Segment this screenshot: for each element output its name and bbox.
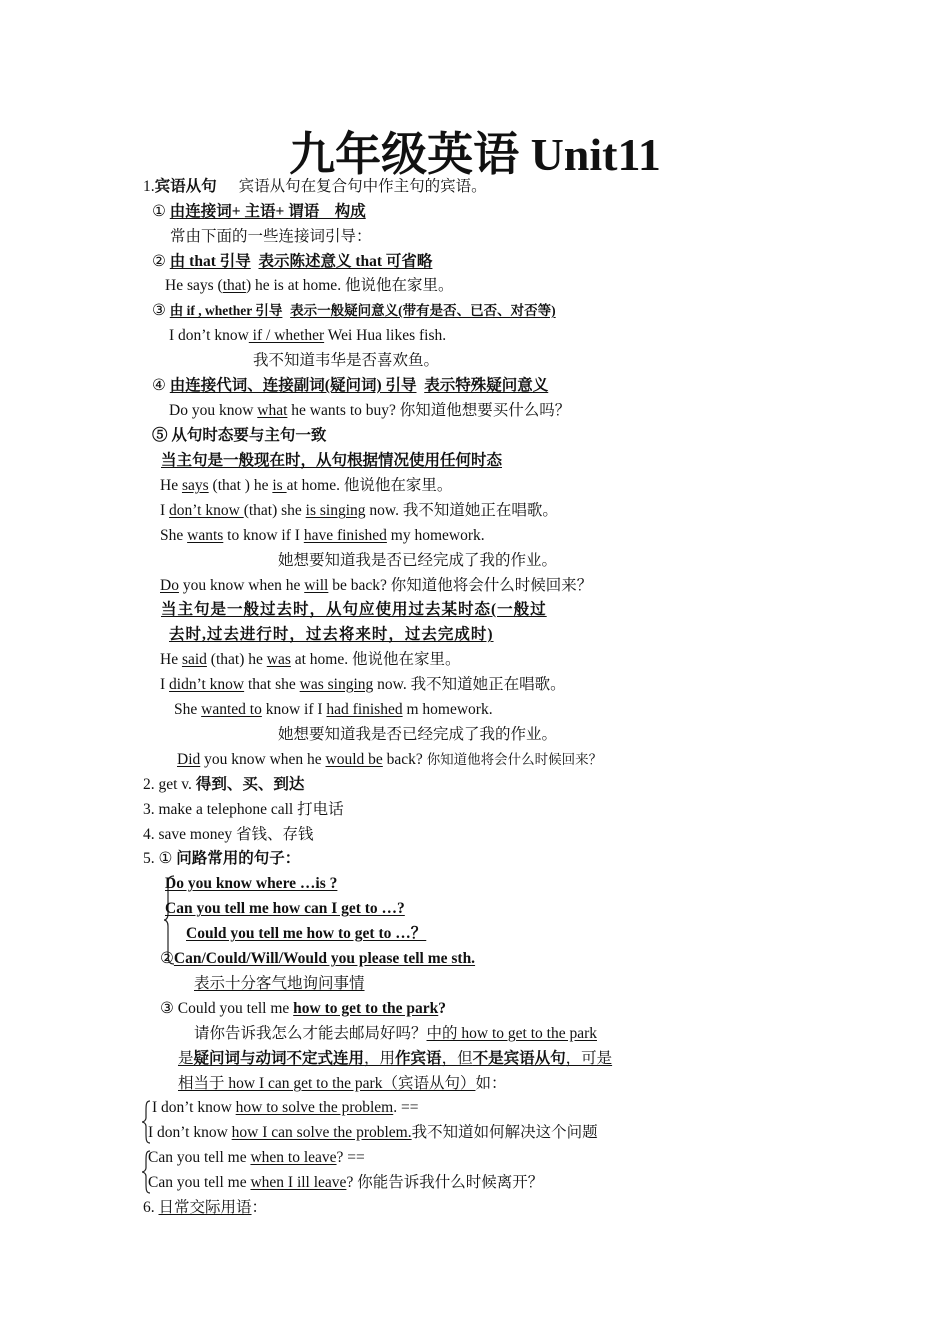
- example-text: at home. 他说他在家里。: [290, 651, 461, 668]
- example-text: . ==: [393, 1099, 419, 1116]
- section-5-heading: [143, 849, 300, 869]
- example-text: Do you know: [169, 402, 258, 419]
- explanation-line: [194, 1024, 597, 1044]
- point-marker: ①: [152, 203, 166, 220]
- explanation-text: ，用: [364, 1050, 396, 1067]
- point-4: [152, 376, 548, 396]
- example-highlight: wants: [187, 527, 224, 544]
- explanation-text: ，可是: [565, 1050, 613, 1067]
- example-text: I don’t know: [148, 1124, 232, 1141]
- example-text: ③ Could you tell me: [160, 1000, 294, 1017]
- example-line: [169, 401, 570, 421]
- example-highlight: when I ill leave: [250, 1174, 347, 1191]
- example-highlight: was singing: [299, 676, 374, 693]
- example-text: He: [160, 651, 182, 668]
- example-line: [148, 1123, 598, 1143]
- tense-rule-2: 当主句是一般过去时，从句应使用过去某时态(一般过: [161, 601, 547, 618]
- section-text: 6.: [143, 1199, 159, 1216]
- example-text: that she: [244, 676, 300, 693]
- example-text: I: [160, 502, 170, 519]
- example-highlight: don’t know: [169, 502, 244, 519]
- point-1: [152, 202, 366, 222]
- example-text: ?: [438, 1000, 446, 1017]
- tense-rule-2-cont: 去时,过去进行时，过去将来时，过去完成时): [169, 626, 494, 643]
- example-text: you know when he: [200, 751, 326, 768]
- example-line: [148, 1173, 543, 1193]
- section-6: [143, 1198, 267, 1218]
- section-description: 宾语从句在复合句中作主句的宾语。: [238, 178, 487, 195]
- section-text: 5. ①: [143, 850, 177, 867]
- example-text: She: [174, 701, 202, 718]
- explanation-text: 如：: [475, 1075, 507, 1092]
- example-highlight: is: [272, 477, 287, 494]
- example-highlight: if / whether: [248, 327, 325, 344]
- point-marker: ②: [160, 950, 174, 967]
- example-highlight: how I can solve the problem.: [231, 1124, 412, 1141]
- section-heading: 宾语从句: [154, 178, 217, 195]
- point-text: 表示陈述意义 that 可省略: [258, 253, 433, 270]
- point-1-note: 常由下面的一些连接词引导：: [170, 228, 372, 245]
- question-note: 表示十分客气地询问事情: [194, 975, 365, 992]
- question-text: Can/Could/Will/Would you please tell me sth.: [173, 950, 476, 967]
- point-text: 由连接代词、连接副词(疑问词) 引导: [169, 377, 417, 394]
- example-text: ? ==: [336, 1149, 365, 1166]
- section-text: ：: [251, 1199, 268, 1216]
- example-text: He says (: [165, 277, 223, 294]
- example-highlight: Do: [160, 577, 179, 594]
- point-marker: ③: [152, 302, 166, 319]
- section-meaning: 得到、买、到达: [195, 776, 305, 793]
- example-text: you know when he: [178, 577, 305, 594]
- example-text: back?: [382, 751, 427, 768]
- section-heading: 日常交际用语: [158, 1199, 252, 1216]
- example-text: He: [160, 477, 182, 494]
- explanation-line: [178, 1074, 506, 1094]
- point-2: [152, 252, 432, 272]
- example-line: [174, 700, 493, 720]
- section-3: 3. make a telephone call 打电话: [143, 801, 344, 818]
- explanation-highlight: 疑问词与动词不定式连用: [193, 1050, 365, 1067]
- example-highlight: what: [257, 402, 288, 419]
- explanation-highlight: 相当于 how I can get to the park（宾语从句）: [178, 1075, 476, 1092]
- example-text: I: [160, 676, 170, 693]
- example-text: (that) she: [243, 502, 306, 519]
- example-text: to know if I: [223, 527, 304, 544]
- point-5: ⑤ 从句时态要与主句一致: [152, 427, 327, 444]
- point-text: 表示特殊疑问意义: [424, 377, 549, 394]
- example-line: [160, 675, 566, 695]
- explanation-text: 是: [178, 1050, 194, 1067]
- example-text: (that ) he: [208, 477, 273, 494]
- example-text: 我不知道如何解决这个问题: [411, 1124, 598, 1141]
- example-text: She: [160, 527, 188, 544]
- example-highlight: will: [304, 577, 329, 594]
- example-text: I don’t know: [169, 327, 249, 344]
- example-translation: 她想要知道我是否已经完成了我的作业。: [278, 726, 558, 743]
- section-text: 2. get v.: [143, 776, 196, 793]
- example-text: be back? 你知道他将会什么时候回来？: [328, 577, 593, 594]
- example-highlight: when to leave: [250, 1149, 337, 1166]
- example-text: know if I: [261, 701, 327, 718]
- example-line: [160, 576, 592, 596]
- example-highlight: that: [222, 277, 246, 294]
- example-text: now. 我不知道她正在唱歌。: [365, 502, 558, 519]
- point-marker: ④: [152, 377, 166, 394]
- explanation-text: 请你告诉我怎么才能去邮局好吗？: [194, 1025, 427, 1042]
- example-text: (that) he: [206, 651, 267, 668]
- explanation-highlight: 作宾语: [395, 1050, 442, 1067]
- example-line: [152, 1098, 418, 1118]
- example-text: at home. 他说他在家里。: [286, 477, 453, 494]
- example-text: Wei Hua likes fish.: [324, 327, 447, 344]
- example-line: [148, 1148, 365, 1168]
- example-text: I don’t know: [152, 1099, 236, 1116]
- explanation-text: ，但: [441, 1050, 473, 1067]
- direction-question-2: Can you tell me how can I get to …?: [165, 900, 405, 917]
- example-text: Can you tell me: [148, 1174, 251, 1191]
- example-highlight: says: [181, 477, 209, 494]
- example-highlight: said: [181, 651, 207, 668]
- example-line: [165, 276, 453, 296]
- example-highlight: would be: [325, 751, 383, 768]
- example-line: [169, 326, 446, 346]
- section-heading: 问路常用的句子：: [176, 850, 301, 867]
- section-1-heading: [143, 177, 487, 197]
- example-line: [160, 526, 485, 546]
- direction-question-5: [160, 999, 446, 1019]
- example-text: ) he is at home. 他说他在家里。: [245, 277, 454, 294]
- example-text: he wants to buy? 你知道他想要买什么吗？: [287, 402, 571, 419]
- example-highlight: is singing: [305, 502, 366, 519]
- example-translation: 她想要知道我是否已经完成了我的作业。: [278, 552, 558, 569]
- example-highlight: didn’t know: [169, 676, 245, 693]
- section-4: 4. save money 省钱、存钱: [143, 826, 314, 843]
- direction-question-3: Could you tell me how to get to …？: [186, 925, 427, 942]
- example-line: [177, 750, 602, 770]
- point-text: 表示一般疑问意义(带有是否、已否、对否等): [290, 303, 556, 318]
- example-highlight: Did: [177, 751, 201, 768]
- example-highlight: have finished: [303, 527, 387, 544]
- example-line: [160, 650, 460, 670]
- point-text: 由 if , whether 引导: [169, 303, 283, 318]
- explanation-line: [178, 1049, 612, 1069]
- example-line: [160, 501, 558, 521]
- example-line: [160, 476, 452, 496]
- example-translation: 你知道他将会什么时候回来？: [426, 752, 603, 767]
- example-highlight: was: [266, 651, 291, 668]
- example-text: my homework.: [386, 527, 485, 544]
- example-text: now. 我不知道她正在唱歌。: [373, 676, 566, 693]
- example-translation: 我不知道韦华是否喜欢鱼。: [253, 352, 440, 369]
- example-highlight: how to solve the problem: [235, 1099, 394, 1116]
- example-highlight: wanted to: [201, 701, 262, 718]
- example-text: m homework.: [402, 701, 493, 718]
- example-text: Can you tell me: [148, 1149, 251, 1166]
- point-3: [152, 301, 556, 321]
- tense-rule-1: 当主句是一般现在时，从句根据情况使用任何时态: [161, 452, 503, 469]
- section-number: 1.: [143, 178, 155, 195]
- example-text: ? 你能告诉我什么时候离开？: [346, 1174, 544, 1191]
- direction-question-1: Do you know where …is ?: [165, 875, 338, 892]
- explanation-highlight: 中的 how to get to the park: [426, 1025, 597, 1042]
- section-2: [143, 775, 304, 795]
- page-title: 九年级英语 Unit11: [289, 129, 661, 180]
- example-highlight: had finished: [326, 701, 403, 718]
- direction-question-4: [160, 949, 475, 969]
- point-marker: ②: [152, 253, 166, 270]
- point-text: 由连接词+ 主语+ 谓语 构成: [169, 203, 366, 220]
- example-highlight: how to get to the park: [293, 1000, 439, 1017]
- point-text: 由 that 引导: [169, 253, 251, 270]
- explanation-highlight: 不是宾语从句: [472, 1050, 566, 1067]
